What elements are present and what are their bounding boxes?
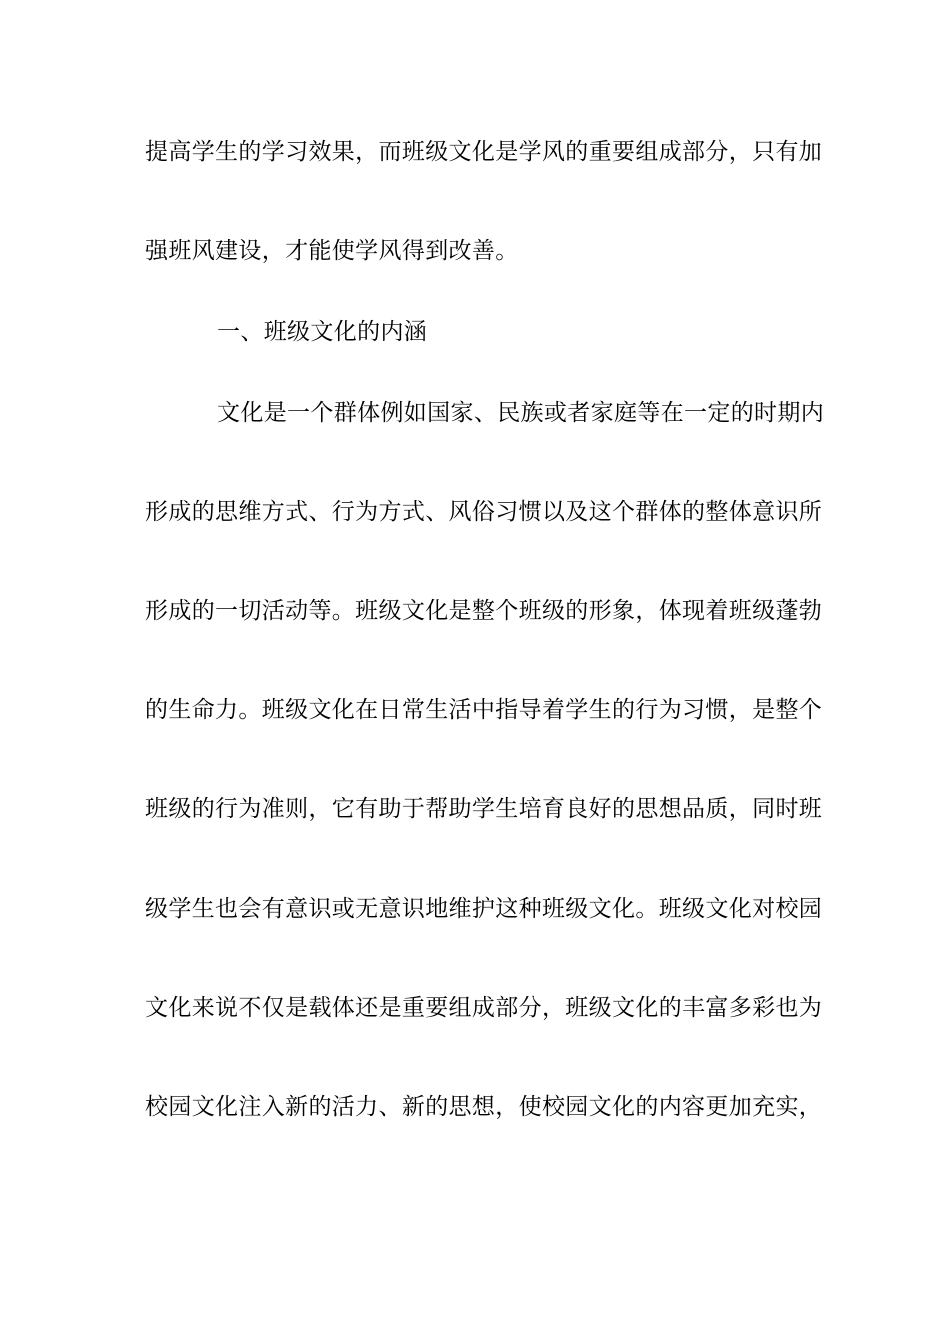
paragraph-line: 班级的行为准则，它有助于帮助学生培育良好的思想品质，同时班 <box>145 796 823 822</box>
paragraph-line: 形成的一切活动等。班级文化是整个班级的形象，体现着班级蓬勃 <box>145 598 823 624</box>
section-heading: 一、班级文化的内涵 <box>217 319 428 345</box>
paragraph-line: 的生命力。班级文化在日常生活中指导着学生的行为习惯，是整个 <box>145 697 823 723</box>
paragraph-line: 提高学生的学习效果，而班级文化是学风的重要组成部分，只有加 <box>145 139 823 165</box>
paragraph-line: 校园文化注入新的活力、新的思想，使校园文化的内容更加充实， <box>145 1094 823 1120</box>
paragraph-line: 形成的思维方式、行为方式、风俗习惯以及这个群体的整体意识所 <box>145 499 823 525</box>
paragraph-line: 文化是一个群体例如国家、民族或者家庭等在一定的时期内 <box>217 400 825 426</box>
paragraph-line: 强班风建设，才能使学风得到改善。 <box>145 238 519 264</box>
paragraph-line: 文化来说不仅是载体还是重要组成部分，班级文化的丰富多彩也为 <box>145 995 823 1021</box>
paragraph-line: 级学生也会有意识或无意识地维护这种班级文化。班级文化对校园 <box>145 896 823 922</box>
